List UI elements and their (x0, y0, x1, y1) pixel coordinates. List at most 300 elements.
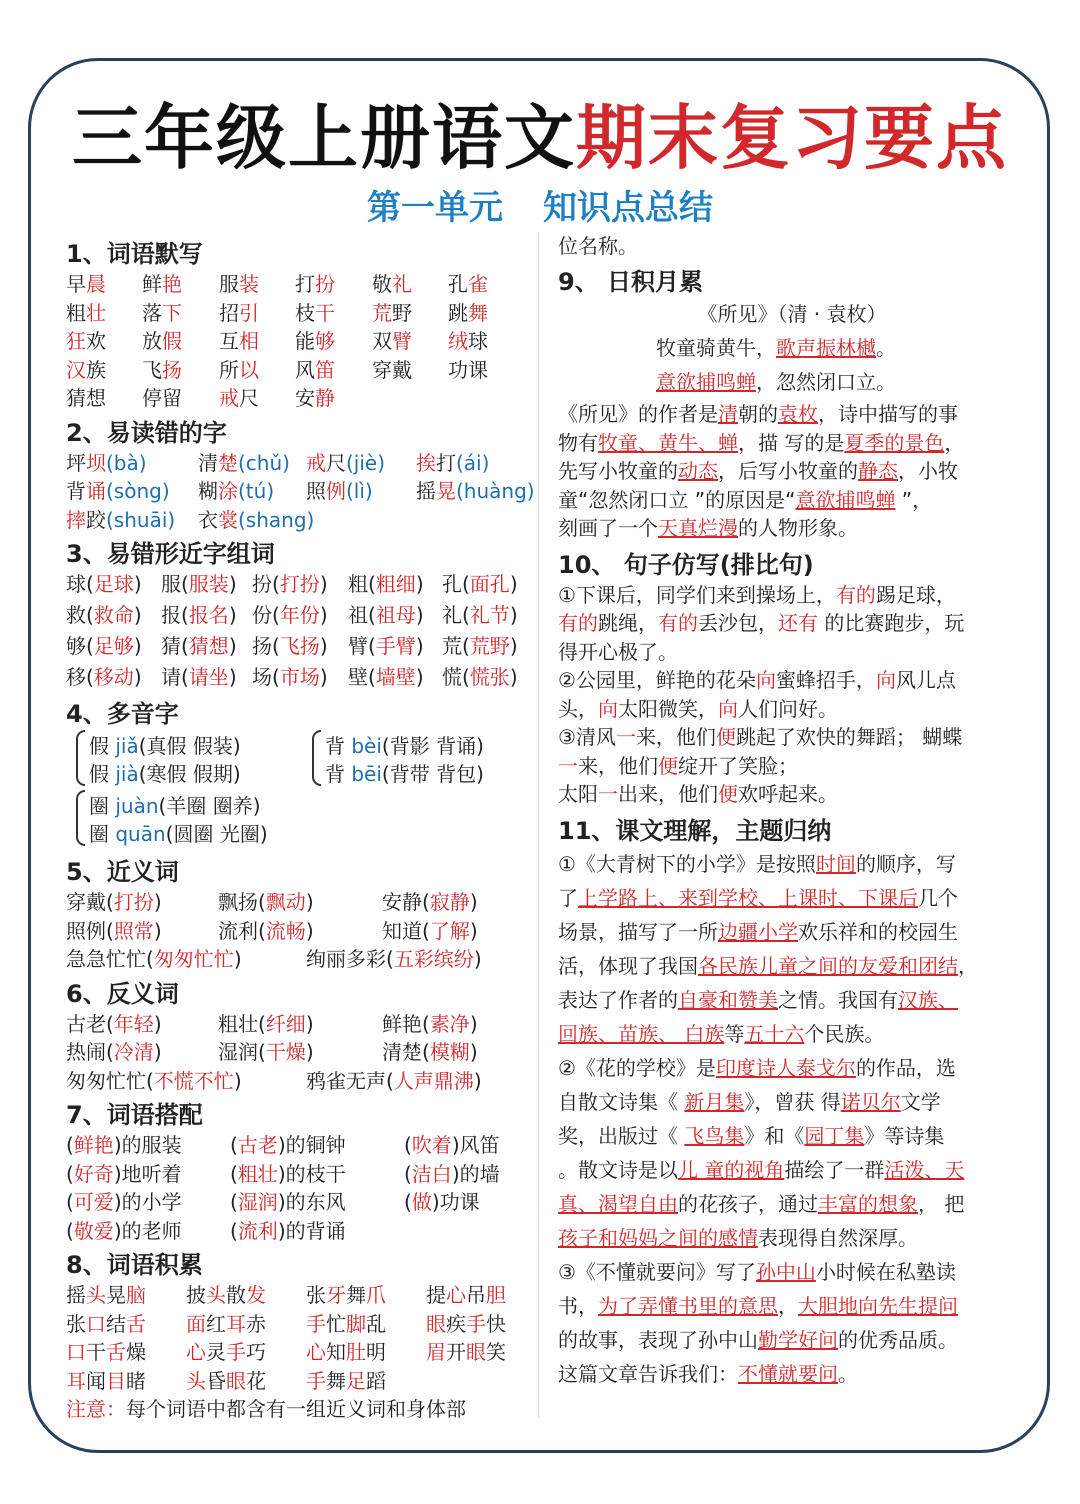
plain-text: ( (181, 572, 189, 596)
plain-text: 族 (86, 357, 106, 382)
pronunciation-item (66, 475, 198, 504)
highlight-text: 便 (718, 782, 738, 806)
plain-text: 的顺序，写 (855, 851, 956, 876)
word-dictation-grid (66, 268, 528, 411)
pronunciation-item (416, 447, 526, 476)
highlight-text: 为了弄懂书里的意思 (598, 1293, 778, 1318)
highlight-text: 手 (306, 1311, 326, 1336)
highlight-text: 丰富的想象 (818, 1191, 918, 1216)
pinyin-text: bēi (351, 762, 382, 786)
highlight-text: 不懂就要问 (738, 1361, 838, 1386)
collocation-item (404, 1186, 522, 1215)
plain-text: ( (368, 634, 376, 658)
char-word-item (66, 599, 161, 630)
word-pair (218, 915, 382, 944)
misread-chars-list (66, 447, 535, 533)
plain-text: 安 (295, 386, 315, 410)
word-pair (382, 915, 522, 944)
plain-text: 表达了作者的 (558, 987, 678, 1012)
plain-text: 尺 (326, 450, 346, 475)
plain-text: 灵 (206, 1340, 226, 1364)
plain-text: ) (233, 947, 242, 971)
brace-mark (76, 790, 85, 846)
section-heading: 6、反义词 (66, 979, 179, 1008)
note-label: 注意： (66, 1397, 126, 1421)
plain-text: ) (305, 1040, 314, 1064)
plain-text: 跳起了欢快的舞蹈； 蝴蝶 (735, 725, 963, 749)
collocation-item (404, 1158, 522, 1187)
word-pair (218, 1036, 382, 1065)
highlight-text: 粗壮 (237, 1161, 278, 1186)
synonyms-grid-last (66, 943, 528, 972)
idiom-item (66, 1279, 186, 1308)
plain-text: 圈 (89, 794, 116, 818)
plain-text: ) (469, 918, 478, 943)
idiom-item (426, 1279, 526, 1308)
word-pair (66, 915, 218, 944)
pinyin-text: (shuāi) (106, 507, 176, 532)
line-text (558, 516, 858, 540)
pronunciation-item (198, 475, 306, 504)
highlight-text: 年份 (279, 603, 320, 627)
plain-text: 粗 (348, 572, 368, 596)
highlight-text: 新月集 (684, 1089, 745, 1114)
plain-text: ( (258, 1040, 266, 1064)
paragraph-line (558, 915, 1016, 949)
line-text (558, 1022, 884, 1046)
pronunciation-item (198, 504, 315, 533)
paragraph-line (558, 847, 1016, 881)
paragraph-line (558, 1153, 1016, 1187)
line-text (558, 431, 964, 455)
pinyin-text: jiǎ (115, 734, 139, 758)
highlight-text: 飘动 (265, 890, 306, 914)
highlight-text: 戒 (306, 450, 326, 475)
plain-text: 课 (468, 357, 488, 382)
highlight-text: 手 (226, 1340, 246, 1364)
left-column (66, 230, 535, 1422)
highlight-text: 洁白 (411, 1161, 452, 1186)
pinyin-text: (bà) (106, 450, 147, 475)
plain-text: ( (146, 947, 154, 971)
paragraph-line (558, 1085, 1016, 1119)
plain-text: 来，他们 (635, 725, 716, 749)
highlight-text: 流畅 (265, 918, 306, 943)
word-pair (66, 1008, 218, 1037)
plain-text: ( (66, 1133, 74, 1157)
poem-text: 。 (876, 336, 896, 360)
plain-text: ) (133, 634, 142, 658)
highlight-text: 口 (86, 1311, 106, 1336)
plain-text: 报 (161, 603, 181, 627)
paragraph-line (558, 1017, 1016, 1051)
plain-text: 出来，他们 (618, 782, 718, 806)
plain-text: ) (277, 1161, 286, 1186)
plain-text: 背 (325, 762, 352, 786)
word-pair (218, 1008, 382, 1037)
plain-text: ) (277, 1218, 286, 1243)
highlight-text: 自豪和赞美 (678, 987, 778, 1012)
plain-text: 飞 (142, 357, 162, 382)
highlight-text: 足 (346, 1368, 366, 1393)
antonyms-grid (66, 1008, 528, 1065)
plain-text: ) (319, 634, 328, 658)
plain-text: ) (415, 634, 424, 658)
plain-text: ) (133, 603, 142, 627)
plain-text: 移 (66, 665, 86, 689)
paragraph-line (558, 400, 1016, 429)
polyphone-reading (325, 730, 484, 758)
collocation-item (66, 1129, 230, 1158)
polyphone-reading (325, 758, 484, 786)
plain-text: ) (153, 1011, 162, 1036)
word-item (295, 382, 372, 411)
line-text (558, 583, 956, 607)
plain-text: 的服装 (121, 1133, 182, 1157)
line-text (558, 1294, 958, 1318)
highlight-text: 足够 (93, 634, 134, 658)
plain-text: (背影 背诵) (381, 734, 484, 758)
highlight-text: 有的 (658, 611, 698, 635)
plain-text: 臂 (348, 634, 368, 658)
plain-text: 快 (486, 1311, 506, 1336)
word-item (66, 268, 142, 297)
plain-text: ) (451, 1133, 460, 1157)
plain-text: 热闹 (66, 1040, 106, 1064)
highlight-text: 舌 (106, 1340, 126, 1364)
plain-text: ( (181, 634, 189, 658)
highlight-text: 模糊 (429, 1040, 470, 1064)
word-item (142, 354, 219, 383)
plain-text: ) (451, 1161, 460, 1186)
highlight-text: 以 (239, 357, 259, 382)
reading-text (89, 734, 241, 758)
pronunciation-row (66, 475, 535, 504)
collocation-item (230, 1129, 404, 1158)
highlight-text: 猜想 (188, 634, 229, 658)
highlight-text: 慌张 (469, 665, 510, 689)
plain-text: 的墙 (459, 1161, 500, 1186)
section-heading: 8、词语积累 (66, 1251, 203, 1279)
idiom-item (426, 1308, 526, 1337)
plain-text: 功课 (439, 1190, 480, 1214)
plain-text: ，描 写的是 (738, 430, 845, 455)
plain-text: 晃 (106, 1283, 126, 1307)
plain-text: ) (469, 1040, 478, 1064)
highlight-text: 下 (162, 300, 182, 325)
plain-text: ) (228, 665, 237, 689)
poem-line-1 (558, 332, 1016, 366)
highlight-text: 心 (186, 1340, 206, 1364)
polyphone-reading (89, 790, 268, 818)
plain-text: ) (509, 572, 518, 596)
plain-text: ( (272, 603, 280, 627)
plain-text: 鲜 (142, 272, 162, 296)
plain-text: 功 (448, 357, 468, 382)
plain-text: 蹈 (366, 1368, 386, 1393)
section-heading: 4、多音字 (66, 700, 179, 728)
plain-text: ) (473, 1068, 482, 1093)
plain-text: ， (778, 1293, 798, 1318)
poem-title: 《所见》（清 · 袁枚） (697, 302, 887, 326)
plain-text: 开 (446, 1340, 466, 1364)
plain-text: 风 (295, 357, 315, 382)
section-heading: 11、课文理解，主题归纳 (558, 816, 832, 845)
section-heading: 5、近义词 (66, 858, 179, 886)
plain-text: 尺 (239, 386, 259, 410)
highlight-text: 手臂 (375, 634, 416, 658)
plain-text: 的作品，选 (855, 1055, 956, 1080)
paragraph-line (558, 457, 1016, 486)
pinyin-text: (jiè) (346, 450, 386, 475)
highlight-text: 冷清 (113, 1040, 154, 1064)
highlight-text: 眼 (426, 1311, 446, 1336)
plain-text: ( (462, 603, 470, 627)
highlight-text: 儿 童的视角 (678, 1157, 785, 1182)
plain-text: ) (509, 603, 518, 627)
highlight-text: 汉 (66, 357, 86, 382)
highlight-text: 印度诗人泰戈尔 (715, 1055, 856, 1080)
line-text (558, 611, 964, 635)
plain-text: 提 (426, 1283, 446, 1307)
word-pair (306, 1065, 522, 1094)
highlight-text: 晃 (436, 479, 456, 503)
char-word-item (348, 661, 442, 692)
subtitle-unit: 第一单元 (367, 188, 503, 228)
plain-text: 飘扬 (218, 890, 258, 914)
plain-text: 场景，描写了一所 (558, 919, 718, 944)
highlight-text: 胆 (486, 1283, 506, 1307)
word-pair (66, 1065, 306, 1094)
plain-text: ) (509, 634, 518, 658)
idiom-item (306, 1308, 426, 1337)
similar-chars-grid (66, 568, 528, 692)
collocation-item (230, 1215, 404, 1244)
plain-text: ( (422, 1011, 430, 1036)
plain-text: 安静 (382, 890, 422, 914)
paragraph-line (558, 666, 1016, 695)
pinyin-text: (ái) (456, 450, 490, 475)
word-item (448, 268, 528, 297)
title-part1: 三年级上册语文 (72, 97, 576, 179)
plain-text: 湿润 (218, 1040, 258, 1064)
reading-text (89, 794, 261, 818)
plain-text: 孔 (448, 272, 468, 296)
line-text (558, 697, 838, 721)
highlight-text: 心 (446, 1283, 466, 1307)
plain-text: (寒假 假期) (138, 762, 241, 786)
paragraph-line (558, 723, 1016, 752)
parallel-sentences (558, 581, 1016, 809)
reading-text (325, 734, 484, 758)
plain-text: ) (113, 1161, 122, 1186)
paragraph-line (558, 1255, 1016, 1289)
plain-text: ) (228, 634, 237, 658)
plain-text: ①下课后，同学们来到操场上， (558, 582, 836, 607)
word-item (66, 325, 142, 354)
plain-text: 双 (372, 329, 392, 353)
highlight-text: 好奇 (73, 1161, 114, 1186)
highlight-text: 舞 (468, 300, 488, 325)
plain-text: ( (368, 572, 376, 596)
highlight-text: 笛 (315, 357, 335, 382)
plain-text: 绽开了笑脸； (678, 753, 798, 778)
plain-text: 活，体现了我国 (558, 953, 698, 978)
highlight-text: 鲜艳 (73, 1133, 114, 1157)
plain-text: 文学 (900, 1089, 941, 1114)
highlight-text: 够 (315, 329, 335, 353)
plain-text: 野 (392, 300, 412, 325)
plain-text: 的枝干 (285, 1161, 346, 1186)
idiom-item (186, 1279, 306, 1308)
plain-text: 份 (252, 603, 272, 627)
plain-text: 扮 (252, 572, 272, 596)
pinyin-text: (huàng) (456, 479, 535, 503)
word-item (219, 268, 295, 297)
highlight-text: 边疆小学 (718, 919, 798, 944)
polyphone-reading (89, 730, 241, 758)
highlight-text: 心 (306, 1340, 326, 1364)
plain-text: 的优秀品质。 (838, 1327, 958, 1352)
plain-text: 的花孩子，通过 (678, 1191, 818, 1216)
highlight-text: 寂静 (429, 890, 470, 914)
idiom-item (186, 1308, 306, 1337)
plain-text: ( (386, 947, 394, 971)
idiom-item (186, 1365, 306, 1394)
word-item (142, 297, 219, 326)
plain-text: 舞 (326, 1368, 346, 1393)
plain-text: 枝 (295, 300, 315, 325)
highlight-text: 诵 (86, 479, 106, 503)
highlight-text: 目 (106, 1368, 126, 1393)
plain-text: 祖 (348, 603, 368, 627)
char-word-item (161, 568, 252, 599)
highlight-text: 臂 (392, 329, 412, 353)
line-text (558, 1158, 964, 1182)
plain-text: 假 (89, 734, 116, 758)
plain-text: ) (133, 665, 142, 689)
continued-text: 位名称。 (558, 234, 638, 258)
char-word-item (348, 568, 442, 599)
highlight-text: 发 (246, 1283, 266, 1307)
plain-text: ) (113, 1218, 122, 1243)
pronunciation-item (306, 447, 416, 476)
polyphone-reading (89, 758, 241, 786)
line-text (558, 488, 932, 512)
line-text (558, 782, 838, 806)
plain-text: 放 (142, 329, 162, 353)
highlight-text: 袁枚 (778, 402, 818, 426)
highlight-text: 荒 (372, 300, 392, 325)
word-item (295, 325, 372, 354)
plain-text: ， (958, 953, 978, 978)
plain-text: ) (153, 890, 162, 914)
plain-text: ( (230, 1190, 238, 1214)
plain-text: ) (113, 1190, 122, 1214)
char-word-item (252, 661, 348, 692)
plain-text: 明 (366, 1340, 386, 1364)
highlight-text: 飞扬 (279, 634, 320, 658)
plain-text: 球 (468, 329, 488, 353)
plain-text: ) (153, 918, 162, 943)
plain-text: (背带 背包) (381, 762, 484, 786)
highlight-text: 孙中山 (755, 1259, 816, 1284)
idioms-grid (66, 1279, 528, 1393)
word-pair (66, 943, 306, 972)
plain-text: 照例 (66, 918, 106, 943)
plain-text: ) (305, 1011, 314, 1036)
plain-text: 衣 (198, 507, 218, 532)
plain-text: ( (404, 1190, 412, 1214)
idiom-item (306, 1279, 426, 1308)
plain-text: 来，他们 (578, 753, 658, 778)
highlight-text: 可爱 (73, 1190, 114, 1214)
highlight-text: 向 (718, 696, 738, 721)
plain-text: ( (422, 890, 430, 914)
plain-text: 头， (558, 696, 598, 721)
pinyin-text: (tú) (238, 479, 275, 503)
highlight-text: 各民族儿童之间的友爱和团结 (698, 953, 958, 978)
word-item (219, 325, 295, 354)
highlight-text: 礼节 (469, 603, 510, 627)
highlight-text: 头 (86, 1283, 106, 1307)
plain-text: 描绘了一群 (784, 1157, 885, 1182)
plain-text: ( (66, 1218, 74, 1243)
highlight-text: 活泼、天 (884, 1157, 965, 1182)
highlight-text: 请坐 (188, 665, 229, 689)
plain-text: ) (431, 1190, 440, 1214)
highlight-text: 头 (186, 1368, 206, 1393)
plain-text: 的老师 (121, 1218, 182, 1243)
plain-text: ) (415, 603, 424, 627)
highlight-text: 戒 (219, 386, 239, 410)
paragraph-line (558, 1323, 1016, 1357)
line-text (558, 1260, 956, 1284)
plain-text: 等 (724, 1021, 745, 1046)
plain-text: ( (272, 572, 280, 596)
paragraph-line (558, 780, 1016, 809)
section-heading: 3、易错形近字组词 (66, 540, 275, 568)
plain-text: ( (422, 1040, 430, 1064)
collocation-item (404, 1129, 522, 1158)
plain-text: 摇 (416, 479, 436, 503)
highlight-text: 脑 (126, 1283, 146, 1307)
word-pair (66, 886, 218, 915)
plain-text: 奖，出版过《 (558, 1123, 685, 1148)
word-item (295, 268, 372, 297)
word-item (372, 325, 448, 354)
char-word-item (66, 568, 161, 599)
plain-text: 几个 (918, 885, 958, 910)
plain-text: ( (86, 572, 94, 596)
pronunciation-row (66, 504, 528, 533)
char-word-item (66, 630, 161, 661)
plain-text: ，小牧 (898, 459, 958, 483)
plain-text: ( (422, 918, 430, 943)
plain-text: 欢 (86, 329, 106, 353)
plain-text: 猜 (161, 634, 181, 658)
highlight-text: 眉 (426, 1340, 446, 1364)
highlight-text: 扬 (162, 357, 182, 382)
highlight-text: 素净 (429, 1011, 470, 1036)
highlight-text: 涂 (218, 479, 238, 503)
plain-text: ( (272, 634, 280, 658)
title-part2: 期末复习要点 (576, 97, 1008, 179)
highlight-text: 回族、苗族、 白族 (558, 1021, 725, 1046)
plain-text: 背 (66, 479, 86, 503)
plain-text: 照 (306, 479, 326, 503)
paragraph-line (558, 1357, 1016, 1391)
